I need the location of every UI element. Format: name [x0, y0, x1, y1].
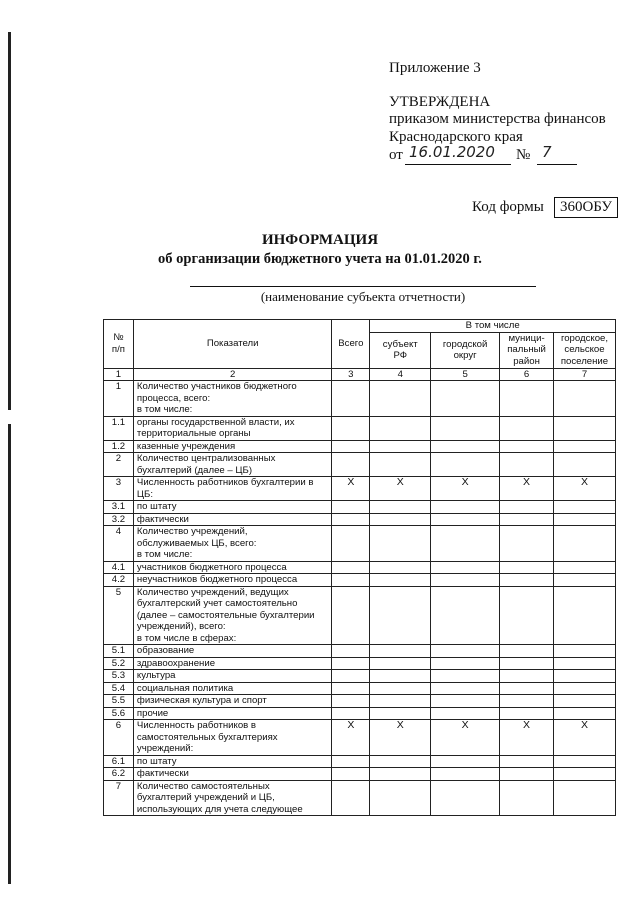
appendix-label: Приложение 3 [389, 60, 481, 76]
header-city-district: городской округ [431, 332, 500, 368]
row-indicator: неучастников бюджетного процесса [133, 574, 331, 587]
header-settlement: городское, сельское поселение [554, 332, 616, 368]
value-cell [370, 501, 431, 514]
value-cell [500, 695, 554, 708]
value-cell [431, 768, 500, 781]
value-cell [554, 755, 616, 768]
row-number: 1 [104, 381, 134, 417]
value-cell [332, 526, 370, 562]
value-cell [332, 453, 370, 477]
value-cell [370, 561, 431, 574]
row-number: 5.2 [104, 657, 134, 670]
row-indicator: физическая культура и спорт [133, 695, 331, 708]
row-indicator: по штату [133, 755, 331, 768]
row-indicator: образование [133, 645, 331, 658]
row-number: 5.6 [104, 707, 134, 720]
table-row [104, 453, 616, 477]
table-row [104, 720, 616, 756]
value-cell [332, 768, 370, 781]
row-number: 3.1 [104, 501, 134, 514]
value-cell [332, 416, 370, 440]
table-row [104, 561, 616, 574]
value-cell [332, 755, 370, 768]
row-indicator: культура [133, 670, 331, 683]
value-cell [554, 780, 616, 816]
row-number: 7 [104, 780, 134, 816]
document-title: ИНФОРМАЦИЯ [261, 232, 379, 248]
table-row [104, 586, 616, 645]
value-cell [431, 586, 500, 645]
row-number: 6.2 [104, 768, 134, 781]
row-indicator: Количество учреждений, ведущих бухгалтерский учет самостоятельно (далее – самостоятельные бухгалтерии учреждений), всего: в том числе в сферах: [133, 586, 331, 645]
table-row [104, 574, 616, 587]
table-row [104, 670, 616, 683]
scan-edge-mark [8, 32, 11, 884]
value-cell [500, 501, 554, 514]
value-cell: X [370, 477, 431, 501]
table-row [104, 381, 616, 417]
value-cell [554, 768, 616, 781]
col-number: 5 [431, 368, 500, 381]
table-row [104, 645, 616, 658]
handwritten-date: 16.01.2020 [409, 143, 495, 161]
value-cell [500, 645, 554, 658]
value-cell [500, 670, 554, 683]
row-indicator: здравоохранение [133, 657, 331, 670]
value-cell [554, 526, 616, 562]
table-row [104, 768, 616, 781]
row-number: 1.2 [104, 440, 134, 453]
row-number: 5.3 [104, 670, 134, 683]
value-cell [554, 501, 616, 514]
value-cell [431, 440, 500, 453]
col-number: 7 [554, 368, 616, 381]
value-cell [332, 682, 370, 695]
value-cell: X [500, 720, 554, 756]
value-cell [332, 695, 370, 708]
value-cell [332, 501, 370, 514]
value-cell: X [431, 720, 500, 756]
value-cell [500, 707, 554, 720]
value-cell [431, 561, 500, 574]
value-cell [370, 657, 431, 670]
approved-label: УТВЕРЖДЕНА [389, 94, 491, 110]
row-indicator: участников бюджетного процесса [133, 561, 331, 574]
value-cell [554, 586, 616, 645]
table-row [104, 695, 616, 708]
value-cell [500, 440, 554, 453]
value-cell [332, 657, 370, 670]
table-row [104, 755, 616, 768]
table-row [104, 477, 616, 501]
value-cell [332, 381, 370, 417]
value-cell [554, 416, 616, 440]
table-row [104, 682, 616, 695]
value-cell [500, 513, 554, 526]
handwritten-number: 7 [542, 143, 552, 161]
value-cell [370, 768, 431, 781]
value-cell [370, 526, 431, 562]
date-prefix: от [389, 147, 403, 163]
form-code-label: Код формы [472, 199, 544, 215]
number-underline [537, 164, 577, 165]
header-municipal-area: муници- пальный район [500, 332, 554, 368]
value-cell [332, 586, 370, 645]
row-number: 5.1 [104, 645, 134, 658]
row-indicator: фактически [133, 768, 331, 781]
row-indicator: органы государственной власти, их территориальные органы [133, 416, 331, 440]
header-subject-rf: субъект РФ [370, 332, 431, 368]
header-num: № п/п [104, 320, 134, 369]
value-cell [500, 768, 554, 781]
table-row [104, 657, 616, 670]
value-cell [500, 682, 554, 695]
row-number: 1.1 [104, 416, 134, 440]
value-cell [431, 526, 500, 562]
form-code-box: 360ОБУ [554, 197, 618, 218]
value-cell: X [332, 720, 370, 756]
value-cell [500, 381, 554, 417]
value-cell [332, 707, 370, 720]
value-cell [500, 526, 554, 562]
value-cell [554, 513, 616, 526]
value-cell [431, 416, 500, 440]
header-indicators: Показатели [133, 320, 331, 369]
row-number: 3 [104, 477, 134, 501]
row-number: 4.2 [104, 574, 134, 587]
value-cell [332, 574, 370, 587]
value-cell: X [554, 720, 616, 756]
value-cell [370, 453, 431, 477]
value-cell [332, 561, 370, 574]
row-number: 5.4 [104, 682, 134, 695]
row-indicator: Количество учреждений, обслуживаемых ЦБ, всего: в том числе: [133, 526, 331, 562]
table-row [104, 416, 616, 440]
value-cell [431, 695, 500, 708]
value-cell [500, 586, 554, 645]
value-cell [500, 561, 554, 574]
value-cell [554, 657, 616, 670]
value-cell [554, 670, 616, 683]
value-cell [431, 574, 500, 587]
table-row [104, 501, 616, 514]
value-cell: X [332, 477, 370, 501]
row-number: 3.2 [104, 513, 134, 526]
subject-name-caption: (наименование субъекта отчетности) [260, 289, 466, 304]
value-cell [332, 513, 370, 526]
value-cell [554, 453, 616, 477]
value-cell [554, 381, 616, 417]
value-cell [500, 416, 554, 440]
row-indicator: фактически [133, 513, 331, 526]
value-cell: X [554, 477, 616, 501]
value-cell [554, 707, 616, 720]
col-number: 2 [133, 368, 331, 381]
row-indicator: прочие [133, 707, 331, 720]
col-number: 6 [500, 368, 554, 381]
value-cell [370, 670, 431, 683]
row-number: 6.1 [104, 755, 134, 768]
value-cell [332, 645, 370, 658]
row-number: 6 [104, 720, 134, 756]
value-cell [554, 645, 616, 658]
row-number: 5.5 [104, 695, 134, 708]
value-cell [370, 574, 431, 587]
row-indicator: Количество централизованных бухгалтерий (далее – ЦБ) [133, 453, 331, 477]
value-cell [370, 780, 431, 816]
order-line-2: Краснодарского края [389, 129, 523, 145]
table-row [104, 707, 616, 720]
value-cell [431, 501, 500, 514]
value-cell [370, 755, 431, 768]
value-cell [332, 440, 370, 453]
value-cell [431, 670, 500, 683]
col-number: 3 [332, 368, 370, 381]
value-cell [431, 780, 500, 816]
value-cell [332, 670, 370, 683]
value-cell [370, 440, 431, 453]
value-cell [332, 780, 370, 816]
value-cell [431, 645, 500, 658]
row-indicator: Численность работников бухгалтерии в ЦБ: [133, 477, 331, 501]
row-indicator: социальная политика [133, 682, 331, 695]
value-cell [431, 513, 500, 526]
table-row [104, 526, 616, 562]
value-cell: X [500, 477, 554, 501]
row-number: 5 [104, 586, 134, 645]
order-line-1: приказом министерства финансов [389, 111, 606, 127]
row-indicator: по штату [133, 501, 331, 514]
value-cell [370, 645, 431, 658]
header-total: Всего [332, 320, 370, 369]
value-cell [554, 695, 616, 708]
value-cell [431, 707, 500, 720]
value-cell [370, 707, 431, 720]
row-number: 4 [104, 526, 134, 562]
value-cell [554, 682, 616, 695]
subject-name-line [190, 286, 536, 287]
value-cell [370, 695, 431, 708]
value-cell [431, 453, 500, 477]
value-cell [431, 755, 500, 768]
value-cell [500, 657, 554, 670]
header-including: В том числе [370, 320, 616, 333]
table-row [104, 440, 616, 453]
value-cell [370, 682, 431, 695]
value-cell [370, 416, 431, 440]
row-indicator: казенные учреждения [133, 440, 331, 453]
col-number: 1 [104, 368, 134, 381]
col-number: 4 [370, 368, 431, 381]
budget-accounting-table [103, 319, 616, 816]
value-cell: X [370, 720, 431, 756]
row-indicator: Количество самостоятельных бухгалтерий учреждений и ЦБ, использующих для учета следующее [133, 780, 331, 816]
value-cell [431, 381, 500, 417]
value-cell [500, 453, 554, 477]
value-cell [554, 574, 616, 587]
value-cell [554, 440, 616, 453]
value-cell [431, 657, 500, 670]
value-cell [500, 574, 554, 587]
document-subtitle: об организации бюджетного учета на 01.01.2020 г. [158, 251, 482, 267]
value-cell [431, 682, 500, 695]
value-cell [500, 780, 554, 816]
date-underline [405, 164, 511, 165]
table-row [104, 780, 616, 816]
row-number: 4.1 [104, 561, 134, 574]
row-indicator: Численность работников в самостоятельных бухгалтериях учреждений: [133, 720, 331, 756]
row-number: 2 [104, 453, 134, 477]
value-cell [370, 381, 431, 417]
value-cell [370, 586, 431, 645]
value-cell: X [431, 477, 500, 501]
row-indicator: Количество участников бюджетного процесса, всего: в том числе: [133, 381, 331, 417]
value-cell [500, 755, 554, 768]
value-cell [554, 561, 616, 574]
table-row [104, 513, 616, 526]
value-cell [370, 513, 431, 526]
number-prefix: № [516, 147, 531, 163]
